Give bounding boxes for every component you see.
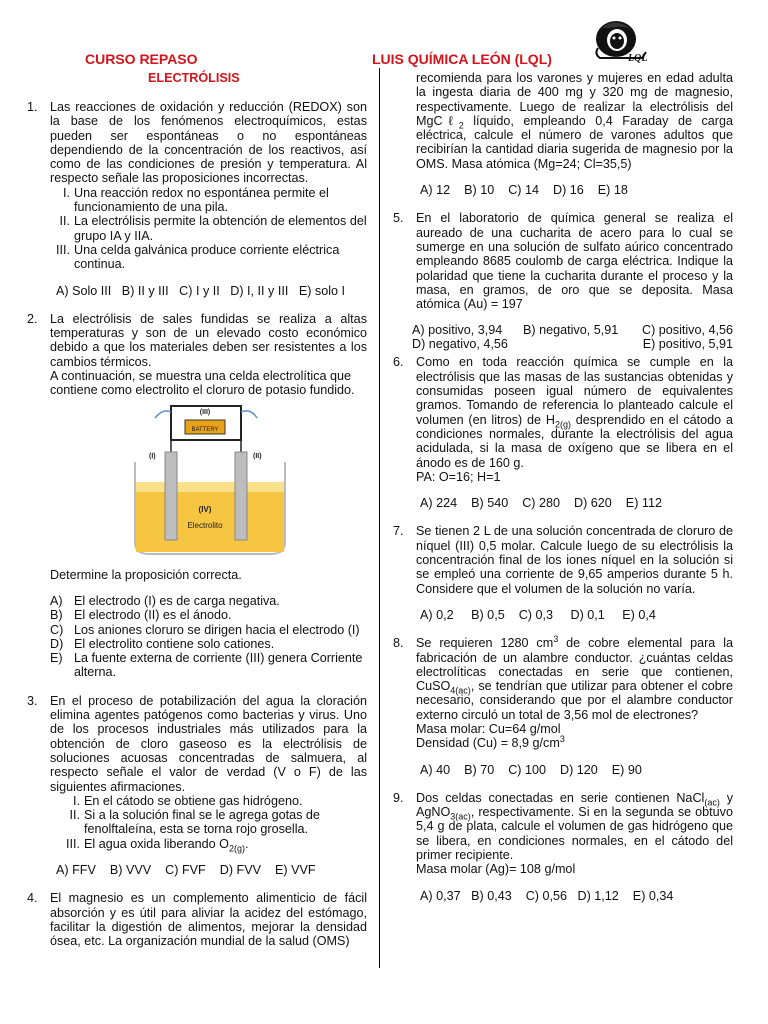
- answer-option: E) La fuente externa de corriente (III) genera Corriente alterna.: [50, 651, 363, 680]
- question-text: Como en toda reacción química se cumple en la electrólisis que las masas de las sustancias obtenidas y consumidas poseen igual número de equivalentes gramos. Tomando de referencia lo planteado calcule el volumen (en litros) de $H_{2(g)}$ desprendido en el cátodo a condiciones normales, durante la electrólisis del agua acidulada, si la masa de oxígeno que se libera en el ánodo es de 160 g.: [416, 355, 733, 470]
- question-ask: Determine la proposición correcta.: [50, 567, 242, 582]
- svg-text:BATTERY: BATTERY: [191, 426, 219, 433]
- molar-mass-note: Masa molar: Cu=64 g/mol: [416, 721, 561, 736]
- question-2: [27, 311, 367, 680]
- answer-option: B) El electrodo (II) es el ánodo.: [50, 608, 232, 623]
- question-1: [27, 100, 367, 298]
- electrolytic-cell-figure: [125, 402, 295, 562]
- svg-text:(IV): (IV): [198, 504, 212, 514]
- answer-options: A) 12 B) 10 C) 14 D) 16 E) 18: [420, 183, 628, 198]
- answer-option: C) Los aniones cloruro se dirigen hacia el electrodo (I): [50, 622, 360, 637]
- answer-option: D) El electrolito contiene solo cationes.: [50, 636, 275, 651]
- question-text: Dos celdas conectadas en serie contienen NaCl$_{(ac)}$ y AgNO$_{3(ac)}$, respectivamente. Si en la segunda se obtuvo 5,4 g de plata, calcule el volumen de gas hidrógeno que se libera, en condiciones normales, en el cátodo del primer recipiente.: [416, 790, 734, 863]
- question-9: [393, 790, 734, 903]
- right-column: [393, 71, 734, 903]
- question-4-continued: [416, 71, 733, 197]
- answer-options: A) positivo, 3,94 B) negativo, 5,91 C) positivo, 4,56 D) negativo, 4,56 E) positivo, 5,91: [412, 323, 733, 352]
- density-note: Densidad (Cu) = 8,9 $g/cm^3$: [416, 734, 565, 751]
- question-number: 8.: [393, 636, 404, 651]
- answer-option: A) El electrodo (I) es de carga negativa.: [50, 593, 280, 608]
- question-text: Se tienen 2 L de una solución concentrada de cloruro de níquel (III) 0,5 molar. Calcule luego de su electrólisis la concentración final de los iones níquel en la solución si se empleó una corriente de 9,65 amperios durante 5 h. Considere que el volumen de la solución no varía.: [416, 524, 733, 596]
- author-title: LUIS QUÍMICA LEÓN (LQL): [372, 51, 552, 67]
- question-4: [27, 891, 367, 949]
- proposition: I. En el cátodo se obtiene gas hidrógeno.: [73, 793, 303, 808]
- question-7: [393, 524, 733, 622]
- proposition: I. Una reacción redox no espontánea permite el funcionamiento de una pila.: [63, 185, 329, 215]
- question-number: 7.: [393, 524, 404, 539]
- proposition-list: [50, 793, 367, 854]
- proposition: III. El agua oxida liberando $O_{2(g)}$.: [66, 836, 249, 854]
- proposition: III. Una celda galvánica produce corriente eléctrica continua.: [56, 242, 340, 272]
- question-text: En el laboratorio de química general se realiza el aureado de una cucharita de acero para lo cual se sumerge en una solución de sulfato aúrico concentrado empleando 8685 coulomb de carga eléctrica. Indique la polaridad que tiene la cucharita durante el proceso y la masa, en gramos, de oro que se deposita. Masa atómica (Au) = 197: [416, 211, 733, 312]
- question-number: 5.: [393, 211, 404, 226]
- question-text: La electrólisis de sales fundidas se realiza a altas temperaturas y son de un elevado costo económico debido a que los materiales deben ser resistentes a los cambios térmicos.: [50, 311, 367, 369]
- svg-text:(III): (III): [199, 408, 211, 416]
- question-text: Las reacciones de oxidación y reducción (REDOX) son la base de los fenómenos electroquímicos, estas pueden ser espontáneas o no espontáneas dependiendo de la concentración de los reactivos, así como de las condiciones de presión y temperatura. Al respecto señale las proposiciones incorrectas.: [50, 100, 367, 186]
- question-3: [27, 693, 367, 878]
- question-text: Se requieren 1280 $cm^3$ de cobre elemental para la fabricación de un alambre conductor. ¿cuántas celdas electrolíticas conectadas en serie que contienen, CuSO$_{4(ac)}$, se tendrían que utilizar para obtener el cobre necesario, considerando que por el alambre conductor externo circuló un total de 3,56 mol de electrones?: [416, 634, 734, 722]
- question-number: 1.: [27, 100, 38, 114]
- proposition: II. Si a la solución final se le agrega gotas de fenolftaleína, esta se torna rojo grosella.: [69, 808, 320, 837]
- proposition-list: [50, 186, 367, 272]
- answer-options: A) FFV B) VVV C) FVF D) FVV E) VVF: [56, 862, 316, 877]
- question-number: 9.: [393, 790, 404, 805]
- question-text-2: A continuación, se muestra una celda electrolítica que contiene como electrolito el cloruro de potasio fundido.: [50, 369, 355, 398]
- question-number: 2.: [27, 311, 38, 326]
- molar-mass-note: Masa molar (Ag)= 108 g/mol: [416, 862, 576, 877]
- proposition: II. La electrólisis permite la obtención de elementos del grupo IA y IIA.: [59, 214, 367, 243]
- question-8: [393, 634, 734, 777]
- question-number: 3.: [27, 693, 38, 708]
- atomic-mass-note: PA: O=16; H=1: [416, 469, 501, 484]
- question-number: 6.: [393, 355, 404, 370]
- svg-text:(I): (I): [149, 452, 156, 460]
- topic-title: ELECTRÓLISIS: [148, 71, 240, 85]
- question-text: En el proceso de potabilización del agua la cloración elimina agentes patógenos como bacterias y virus. Uno de los procesos industriales más utilizados para la obtención de cloro gaseoso es la electrólisis de soluciones acuosas concentradas de salmuera, al respecto señale el valor de verdad (V o F) de las siguientes afirmaciones.: [50, 693, 367, 794]
- answer-options: A) 0,37 B) 0,43 C) 0,56 D) 1,12 E) 0,34: [420, 888, 674, 903]
- question-text: recomienda para los varones y mujeres en edad adulta la ingesta diaria de 400 mg y 320 mg de magnesio, respectivamente. Luego de realizar la electrólisis del MgCℓ$_2$ líquido, empleando 0,4 Faraday de carga eléctrica, calcule el número de varones adultos que recibirían la cantidad diaria sugerida de magnesio por la OMS. Masa atómica (Mg=24; Cl=35,5): [416, 71, 734, 171]
- lion-logo: [592, 18, 648, 64]
- answer-options: A) Solo III B) II y III C) I y II D) I, II y III E) solo I: [56, 283, 346, 298]
- left-column: [27, 100, 367, 949]
- question-text: El magnesio es un complemento alimenticio de fácil absorción y es útil para aliviar la acidez del estómago, facilitar la digestión de alimentos, mejorar la densidad ósea, etc. La organización mundial de la salud (OMS): [50, 891, 367, 949]
- svg-text:(II): (II): [253, 452, 262, 460]
- question-5: [393, 211, 733, 352]
- question-number: 4.: [27, 891, 38, 906]
- answer-list: [50, 594, 367, 680]
- answer-options: A) 40 B) 70 C) 100 D) 120 E) 90: [420, 762, 642, 777]
- column-divider: [379, 68, 380, 968]
- course-title: CURSO REPASO: [85, 51, 198, 67]
- question-6: [393, 355, 733, 511]
- answer-options: A) 0,2 B) 0,5 C) 0,3 D) 0,1 E) 0,4: [420, 607, 656, 622]
- answer-options: A) 224 B) 540 C) 280 D) 620 E) 112: [420, 496, 662, 511]
- svg-text:LQL: LQL: [628, 53, 648, 64]
- svg-text:Electrolito: Electrolito: [187, 520, 223, 530]
